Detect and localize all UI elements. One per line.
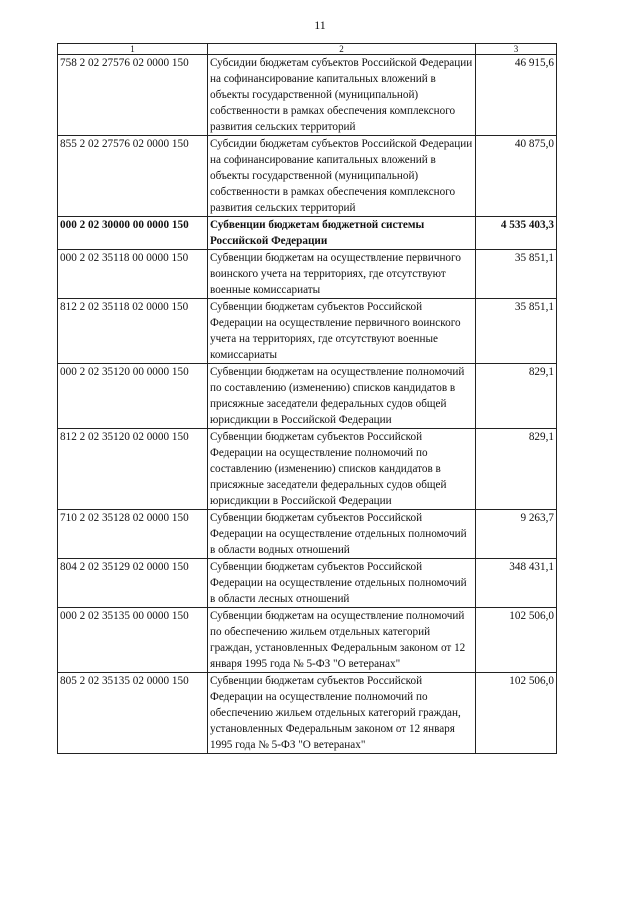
budget-table [57, 43, 557, 754]
table-header-row [58, 44, 557, 55]
row-name-cell: Субвенции бюджетам субъектов Российской Федерации на осуществление отдельных полномочий в области лесных отношений [208, 559, 476, 608]
table-row [58, 136, 557, 217]
row-amount-cell: 9 263,7 [476, 510, 557, 559]
table-row [58, 364, 557, 429]
table-row [58, 250, 557, 299]
row-code-cell: 855 2 02 27576 02 0000 150 [58, 136, 208, 217]
row-name-cell: Субвенции бюджетам субъектов Российской Федерации на осуществление полномочий по составлению (изменению) списков кандидатов в присяжные заседатели федеральных судов общей юрисдикции в Российской Федерации [208, 429, 476, 510]
row-amount-cell: 40 875,0 [476, 136, 557, 217]
table-row [58, 559, 557, 608]
row-name-cell: Субвенции бюджетам на осуществление первичного воинского учета на территориях, где отсутствуют военные комиссариаты [208, 250, 476, 299]
row-code-cell: 804 2 02 35129 02 0000 150 [58, 559, 208, 608]
row-amount-cell: 102 506,0 [476, 608, 557, 673]
row-amount-cell: 348 431,1 [476, 559, 557, 608]
row-code-cell: 000 2 02 35118 00 0000 150 [58, 250, 208, 299]
row-code-cell: 000 2 02 30000 00 0000 150 [58, 217, 208, 250]
row-name-cell: Субвенции бюджетам бюджетной системы Российской Федерации [208, 217, 476, 250]
table-row [58, 217, 557, 250]
table-row [58, 673, 557, 754]
table-row [58, 510, 557, 559]
row-code-cell: 710 2 02 35128 02 0000 150 [58, 510, 208, 559]
table-row [58, 299, 557, 364]
row-amount-cell: 35 851,1 [476, 299, 557, 364]
row-amount-cell: 35 851,1 [476, 250, 557, 299]
row-code-cell: 812 2 02 35118 02 0000 150 [58, 299, 208, 364]
row-code-cell: 758 2 02 27576 02 0000 150 [58, 55, 208, 136]
row-code-cell: 805 2 02 35135 02 0000 150 [58, 673, 208, 754]
column-header-amount: 3 [476, 44, 557, 55]
row-name-cell: Субвенции бюджетам на осуществление полномочий по обеспечению жильем отдельных категорий граждан, установленных Федеральным законом от 12 января 1995 года № 5-ФЗ "О ветеранах" [208, 608, 476, 673]
row-name-cell: Субсидии бюджетам субъектов Российской Федерации на софинансирование капитальных вложений в объекты государственной (муниципальной) собственности в рамках обеспечения комплексного развития сельских территорий [208, 136, 476, 217]
row-amount-cell: 4 535 403,3 [476, 217, 557, 250]
row-code-cell: 812 2 02 35120 02 0000 150 [58, 429, 208, 510]
row-name-cell: Субвенции бюджетам субъектов Российской Федерации на осуществление полномочий по обеспечению жильем отдельных категорий граждан, установленных Федеральным законом от 12 января 1995 года № 5-ФЗ "О ветеранах" [208, 673, 476, 754]
row-name-cell: Субвенции бюджетам субъектов Российской Федерации на осуществление отдельных полномочий в области водных отношений [208, 510, 476, 559]
column-header-name: 2 [208, 44, 476, 55]
column-header-code: 1 [58, 44, 208, 55]
table-row [58, 429, 557, 510]
page-number: 11 [314, 18, 326, 32]
row-code-cell: 000 2 02 35120 00 0000 150 [58, 364, 208, 429]
row-code-cell: 000 2 02 35135 00 0000 150 [58, 608, 208, 673]
row-amount-cell: 829,1 [476, 364, 557, 429]
row-amount-cell: 102 506,0 [476, 673, 557, 754]
row-name-cell: Субвенции бюджетам субъектов Российской Федерации на осуществление первичного воинского учета на территориях, где отсутствуют военные комиссариаты [208, 299, 476, 364]
table-row [58, 608, 557, 673]
row-amount-cell: 46 915,6 [476, 55, 557, 136]
row-name-cell: Субсидии бюджетам субъектов Российской Федерации на софинансирование капитальных вложений в объекты государственной (муниципальной) собственности в рамках обеспечения комплексного развития сельских территорий [208, 55, 476, 136]
row-name-cell: Субвенции бюджетам на осуществление полномочий по составлению (изменению) списков кандидатов в присяжные заседатели федеральных судов общей юрисдикции в Российской Федерации [208, 364, 476, 429]
table-row [58, 55, 557, 136]
row-amount-cell: 829,1 [476, 429, 557, 510]
